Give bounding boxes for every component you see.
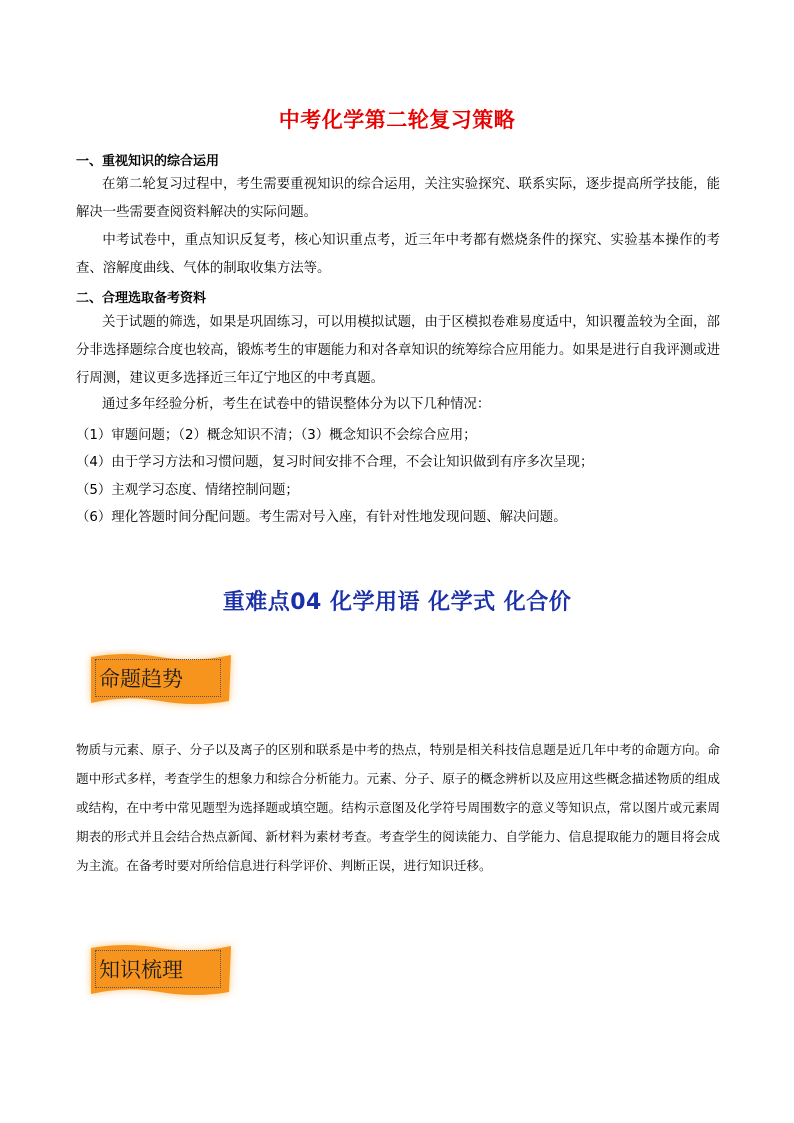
list-item: （5）主观学习态度、情绪控制问题；	[76, 483, 299, 498]
page-title: 中考化学第二轮复习策略	[278, 108, 516, 132]
topic-title: 重难点04 化学用语 化学式 化合价	[222, 590, 572, 615]
banner-label: 命题趋势	[99, 667, 183, 691]
section-1-paragraph-2-text: 中考试卷中，重点知识反复考，核心知识重点考，近三年中考都有燃烧条件的探究、实验基本操作的考查、溶解度曲线、气体的制取收集方法等。	[76, 233, 720, 276]
banner-label: 知识梳理	[99, 958, 183, 982]
list-item: （4）由于学习方法和习惯问题，复习时间安排不合理，不会让知识做到有序多次呈现；	[76, 455, 594, 470]
trend-paragraph: 物质与元素、原子、分子以及离子的区别和联系是中考的热点，特别是相关科技信息题是近几年中考的命题方向。命题中形式多样，考查学生的想象力和综合分析能力。元素、分子、原子的概念辨析以及应用这些概念描述物质的组成或结构，在中考中常见题型为选择题或填空题。结构示意图及化学符号周围数字的意义等知识点，常以图片或元素周期表的形式并且会结合热点新闻、新材料为素材考查。考查学生的阅读能力、自学能力、信息提取能力的题目将会成为主流。在备考时要对所给信息进行科学评价、判断正误，进行知识迁移。	[76, 742, 720, 873]
section-1-heading: 一、重视知识的综合运用	[76, 154, 220, 169]
section-2-paragraph-1	[76, 309, 720, 393]
section-banner-knowledge	[85, 940, 235, 998]
section-1-paragraph-1	[76, 171, 720, 227]
section-banner-trend	[85, 649, 235, 707]
list-item: （1）审题问题；（2）概念知识不清；（3）概念知识不会综合应用；	[76, 428, 477, 443]
section-2-paragraph-2-text: 通过多年经验分析，考生在试卷中的错误整体分为以下几种情况：	[102, 397, 491, 412]
section-2-paragraph-1-text: 关于试题的筛选，如果是巩固练习，可以用模拟试题，由于区模拟卷难易度适中，知识覆盖较为全面，部分非选择题综合度也较高，锻炼考生的审题能力和对各章知识的统筹综合应用能力。如果是进行自我评测或进行周测，建议更多选择近三年辽宁地区的中考真题。	[76, 315, 720, 386]
list-item: （6）理化答题时间分配问题。考生需对号入座，有针对性地发现问题、解决问题。	[76, 510, 567, 525]
section-1-paragraph-2	[76, 227, 720, 283]
section-1-paragraph-1-text: 在第二轮复习过程中，考生需要重视知识的综合运用，关注实验探究、联系实际，逐步提高所学技能，能解决一些需要查阅资料解决的实际问题。	[76, 177, 720, 220]
section-2-paragraph-2	[76, 391, 720, 419]
section-2-heading: 二、合理选取备考资料	[76, 291, 207, 306]
